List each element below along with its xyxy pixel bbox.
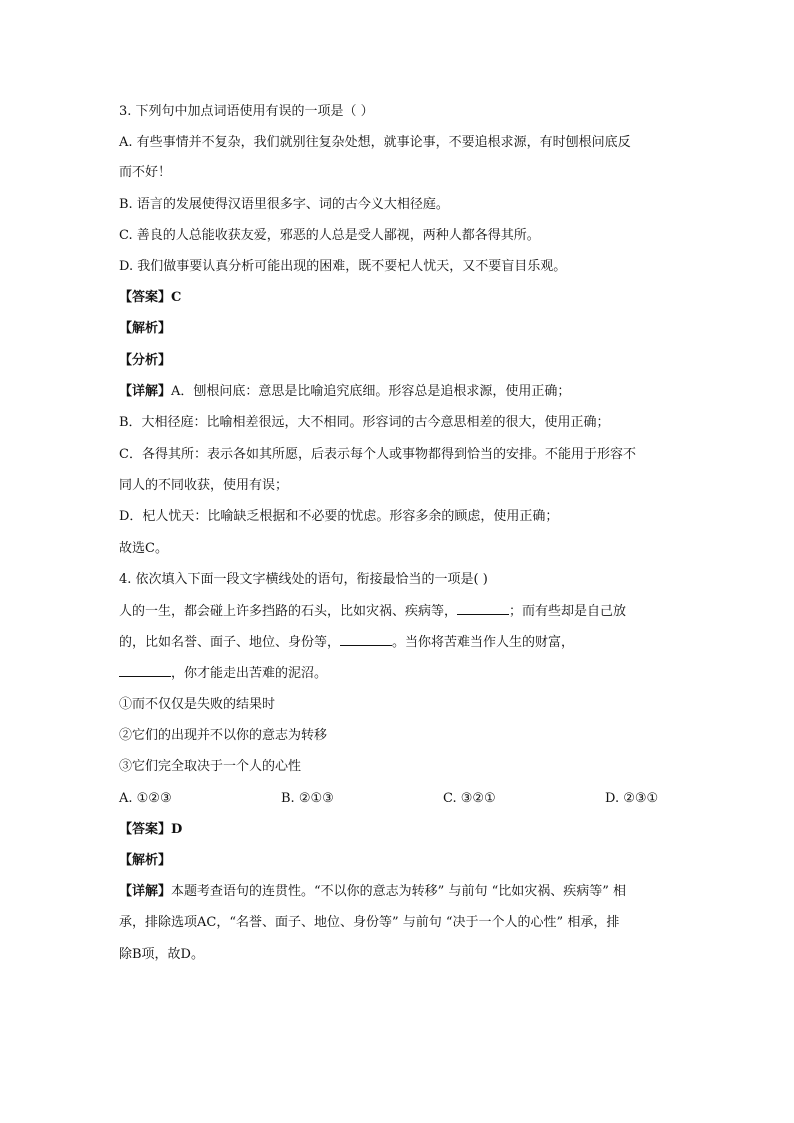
q3-detail-line3: C．各得其所：表示各如其所愿，后表示每个人或事物都得到恰当的安排。不能用于形容不 (119, 447, 636, 462)
q3-conclusion: 故选C。 (119, 541, 168, 556)
q3-stem: 3. 下列句中加点词语使用有误的一项是（ ） (119, 104, 374, 119)
q4-stem: 4. 依次填入下面一段文字横线处的语句，衔接最恰当的一项是( ) (119, 572, 488, 587)
q4-sentence-1: ①而不仅仅是失败的结果时 (119, 697, 276, 712)
q3-option-b: B. 语言的发展使得汉语里很多字、词的古今义大相径庭。 (119, 197, 449, 212)
q4-detail-label: 【详解】 (119, 884, 172, 899)
q4-answer: 【答案】D (119, 822, 183, 837)
q3-detail-line1 (119, 383, 570, 401)
fill-blank-1 (457, 602, 509, 615)
q3-answer: 【答案】C (119, 290, 182, 305)
q4-option-a: A. ①②③ (119, 791, 172, 806)
q4-detail-line2: 承，排除选项AC，“名誉、面子、地位、身份等” 与前句 “决于一个人的心性” 相承，排 (119, 915, 620, 930)
q4-option-b: B. ②①③ (281, 791, 334, 806)
q4-passage-line1 (119, 602, 626, 621)
q4-option-d: D. ②③① (605, 791, 659, 806)
q3-option-a-line2: 而不好！ (119, 165, 172, 180)
q4-passage-text1b: ；而有些却是自己放 (509, 604, 627, 619)
q4-sentence-2: ②它们的出现并不以你的意志为转移 (119, 728, 328, 743)
q3-detail-text1: A．刨根问底：意思是比喻追究底细。形容总是追根求源，使用正确； (171, 384, 571, 399)
q3-option-c: C. 善良的人总能收获友爱，邪恶的人总是受人鄙视，两种人都各得其所。 (119, 228, 540, 243)
q4-passage-line2 (119, 633, 574, 652)
q3-option-a-line1: A. 有些事情并不复杂，我们就别往复杂处想，就事论事，不要追根求源，有时刨根问底反 (119, 135, 631, 150)
q4-passage-text3b: ，你才能走出苦难的泥沼。 (171, 666, 328, 681)
q3-option-d: D. 我们做事要认真分析可能出现的困难，既不要杞人忧天，又不要盲目乐观。 (119, 259, 567, 274)
q3-fenxi-label: 【分析】 (119, 353, 172, 368)
q3-detail-line4: 同人的不同收获，使用有误； (119, 478, 289, 493)
q4-sentence-3: ③它们完全取决于一个人的心性 (119, 759, 302, 774)
q3-detail-label: 【详解】 (119, 384, 172, 399)
q4-jiexi-label: 【解析】 (119, 853, 172, 868)
q4-passage-text2a: 的，比如名誉、面子、地位、身份等， (119, 635, 341, 650)
q4-passage-line3 (119, 664, 327, 683)
q3-detail-line5: D．杞人忧天：比喻缺乏根据和不必要的忧虑。形容多余的顾虑，使用正确； (119, 509, 559, 524)
q4-detail-text1: 本题考查语句的连贯性。“不以你的意志为转移” 与前句 “比如灾祸、疾病等” 相 (171, 884, 626, 899)
q4-passage-text1a: 人的一生，都会碰上许多挡路的石头，比如灾祸、疾病等， (119, 604, 458, 619)
q4-option-c: C. ③②① (443, 791, 496, 806)
fill-blank-2 (340, 633, 392, 646)
q3-jiexi-label: 【解析】 (119, 321, 172, 336)
q4-detail-line3: 除B项，故D。 (119, 947, 204, 962)
q4-passage-text2b: 。当你将苦难当作人生的财富， (392, 635, 575, 650)
q3-detail-line2: B．大相径庭：比喻相差很远，大不相同。形容词的古今意思相差的很大，使用正确； (119, 415, 610, 430)
q4-detail-line1 (119, 883, 626, 901)
fill-blank-3 (119, 664, 171, 677)
